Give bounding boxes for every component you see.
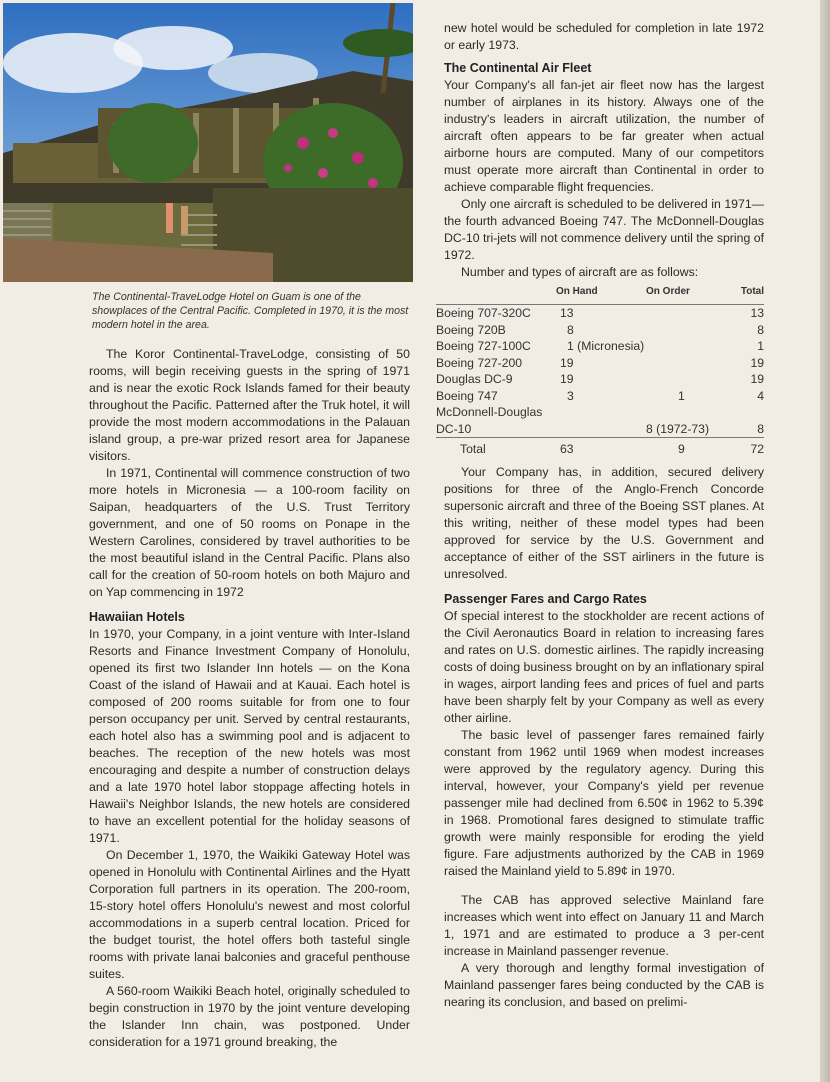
table-row xyxy=(436,355,764,372)
table-row xyxy=(436,404,764,438)
fleet-table-header xyxy=(436,281,764,305)
on-hand: 8 xyxy=(567,322,574,337)
aircraft-type: Boeing 720B xyxy=(436,322,506,337)
aircraft-type: Boeing 747 xyxy=(436,388,498,403)
on-order: 8 (1972-73) xyxy=(646,421,710,436)
waikiki-beach-paragraph: A 560-room Waikiki Beach hotel, originally scheduled to begin construction in 1970 by the joint venture developing the Islander Inn chain, was postponed. Under consideration for a 1971 ground breaking, the xyxy=(89,984,410,1049)
on-hand: 19 xyxy=(560,372,574,386)
aircraft-type: Douglas DC-9 xyxy=(436,372,513,386)
on-order xyxy=(646,322,726,339)
on-order: 1 xyxy=(678,388,685,403)
hotel-photo xyxy=(3,3,413,282)
hawaiian-hotels-heading: Hawaiian Hotels xyxy=(89,610,185,624)
on-hand: 1 (Micronesia) xyxy=(567,339,645,353)
total-on-hand: 63 xyxy=(556,438,646,458)
cab-paragraph: Of special interest to the stockholder are recent actions of the Civil Aeronautics Board in relation to increasing fares and rates on U.S. domestic airlines. The rapidly increasing costs of doing business brought on by an inflationary spiral in wages, airport landing fees and prices of fuel and parts have been sharply felt by your Company as well as every other airline. xyxy=(444,608,764,725)
waikiki-gateway-paragraph: On December 1, 1970, the Waikiki Gateway Hotel was opened in Honolulu with Continental Airlines and the Hyatt Corporation full partners in its operation. The 200-room, 15-story hotel offers Honolulu's newest and most colorful accommodations in a superb central location. Priced for the budget tourist, the hotel offers both tasteful single rooms with private lanai balconies and graceful penthouse suites. xyxy=(89,848,410,981)
table-row xyxy=(436,388,764,405)
total: 8 xyxy=(757,322,764,337)
on-hand: 3 xyxy=(567,388,574,403)
air-fleet-heading: The Continental Air Fleet xyxy=(444,61,592,75)
on-hand xyxy=(556,404,646,438)
on-hand: 19 xyxy=(560,355,574,370)
header-total: Total xyxy=(726,281,764,305)
table-row xyxy=(436,322,764,339)
concorde-paragraph: Your Company has, in addition, secured delivery positions for three of the Anglo-French Concorde supersonic aircraft and three of the Boeing SST planes. At this writing, neither of these model types had been approved for service by the U.S. Government and acceptance of either of the SST airliners in the future is unresolved. xyxy=(444,464,764,581)
table-row xyxy=(436,305,764,322)
fleet-table xyxy=(436,281,764,458)
total: 19 xyxy=(750,372,764,386)
table-row xyxy=(436,371,764,388)
fleet-paragraph: Your Company's all fan-jet air fleet now has the largest number of airplanes in its history. Always one of the industry's leaders in aircraft utilization, the number of aircraft often appears to be far greater when actual airborne hours are computed. Many of our competitors must operate more aircraft than Continental in order to achieve comparable flight frequencies. xyxy=(444,78,764,194)
koror-paragraph: The Koror Continental-TraveLodge, consisting of 50 rooms, will begin receiving guests in the spring of 1971 and is near the exotic Rock Islands famed for their beauty throughout the Pacific. Patterned after the Truk hotel, it will provide the most modern accommodations in the Palauan island group, a pre-war prized resort area for Japanese visitors. xyxy=(89,347,410,463)
micronesia-paragraph: In 1971, Continental will commence construction of two more hotels in Micronesia — a 100-room facility on Saipan, headquarters of the U.S. Trust Territory government, and one of 50 rooms on Ponape in the Western Carolines, considered by travel authorities to be the most beautiful island in the Central Pacific. Plans also call for the creation of 50-room hotels on both Majuro and on Yap commencing in 1972 xyxy=(89,466,410,599)
aircraft-intro: Number and types of aircraft are as follows: xyxy=(461,265,699,279)
total: 4 xyxy=(757,388,764,403)
on-order xyxy=(646,305,726,322)
table-row xyxy=(436,338,764,355)
aircraft-type: Boeing 727-100C xyxy=(436,339,531,353)
total: 1 xyxy=(757,339,764,353)
on-order xyxy=(646,371,726,388)
aircraft-type: Boeing 707-320C xyxy=(436,306,531,320)
header-on-hand: On Hand xyxy=(556,281,646,305)
left-column xyxy=(89,346,410,1051)
right-column xyxy=(436,20,764,1011)
page-edge xyxy=(820,0,830,1082)
on-order xyxy=(646,355,726,372)
aircraft-type: Boeing 727-200 xyxy=(436,355,523,370)
total-total: 72 xyxy=(726,438,764,458)
aircraft-type: McDonnell-Douglas DC-10 xyxy=(436,405,543,436)
total-row xyxy=(436,438,764,458)
yield-paragraph: The basic level of passenger fares remained fairly constant from 1962 until 1969 when modest increases were approved by the regulatory agency. During this interval, however, your Company's yield per revenue passenger mile had declined from 6.50¢ in 1962 to 5.39¢ in 1968. Promotional fares designed to stimulate traffic growth were mainly responsible for eroding the yield figure. Fare adjustments authorized by the CAB in 1969 raised the Mainland yield to 5.89¢ in 1970. xyxy=(444,727,764,878)
total: 19 xyxy=(750,355,764,370)
header-type xyxy=(436,281,556,305)
total-on-order: 9 xyxy=(646,438,726,458)
investigation-paragraph: A very thorough and lengthy formal investigation of Mainland passenger fares being conducted by the CAB is nearing its conclusion, and based on prelimi- xyxy=(444,960,764,1009)
islander-inn-paragraph: In 1970, your Company, in a joint venture with Inter-Island Resorts and Finance Investment Company of Honolulu, opened its first two Islander Inn hotels — on the Kona Coast of the island of Hawaii and at Kauai. Each hotel is composed of 200 rooms suitable for from one to four person occupancy per unit. Served by central restaurants, each hotel also has a swimming pool and is adjacent to beaches. The reception of the new hotels was most encouraging and despite a number of construction delays and a late 1970 hotel labor stoppage affecting hotels in Hawaii's Neighbor Islands, the new hotels are considered to have an excellent potential for the holiday seasons of 1971. xyxy=(89,627,410,845)
total: 8 xyxy=(757,421,764,436)
total-label: Total xyxy=(436,438,556,458)
header-on-order: On Order xyxy=(646,281,726,305)
fare-increase-paragraph: The CAB has approved selective Mainland fare increases which went into effect on January 11 and March 1, 1971 and are estimated to produce a 3 per-cent increase in Mainland passenger revenue. xyxy=(444,892,764,958)
photo-caption: The Continental-TraveLodge Hotel on Guam is one of the showplaces of the Central Pacific. Completed in 1970, it is the most modern hotel in the area. xyxy=(92,291,409,331)
fares-heading: Passenger Fares and Cargo Rates xyxy=(444,591,647,606)
total: 13 xyxy=(750,306,764,320)
completion-paragraph: new hotel would be scheduled for completion in late 1972 or early 1973. xyxy=(444,21,764,52)
delivery-paragraph: Only one aircraft is scheduled to be delivered in 1971—the fourth advanced Boeing 747. The McDonnell-Douglas DC-10 tri-jets will not commence delivery until the spring of 1972. xyxy=(444,197,764,262)
on-hand: 13 xyxy=(560,306,574,320)
